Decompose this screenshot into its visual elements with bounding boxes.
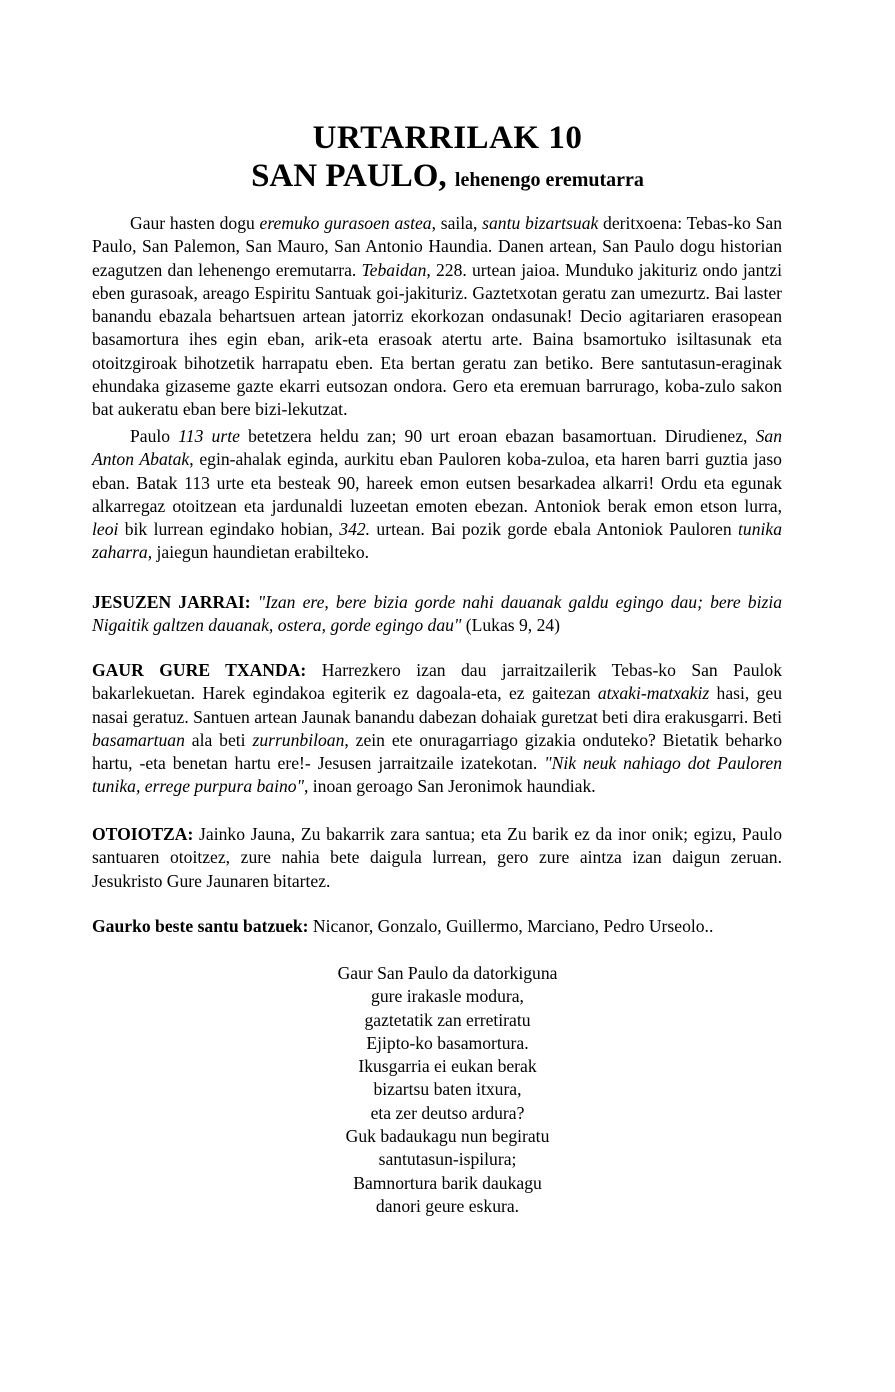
saint-name: SAN PAULO, xyxy=(251,158,447,194)
section-label: JESUZEN JARRAI: xyxy=(92,592,251,612)
italic-term: tunika zaharra xyxy=(92,519,782,563)
poem-line: Ejipto-ko basamortura. xyxy=(366,1032,529,1053)
poem-line: Guk badaukagu nun begiratu xyxy=(345,1126,550,1147)
intro-paragraph-1 xyxy=(92,212,782,422)
poem-line: bizartsu baten itxura, xyxy=(373,1079,522,1100)
saint-subtitle: lehenengo eremutarra xyxy=(454,169,644,191)
poem-line: Bamnortura barik daukagu xyxy=(353,1172,542,1193)
prayer-text: Jainko Jauna, Zu bakarrik zara santua; eta Zu barik ez da inor onik; egizu, Paulo santuaren otoitzez, zure nahia bete daigula lurrean, gero zure aintza izan daigun zeruan. Jesukristo Gure Jaunaren bitartez. xyxy=(92,824,782,891)
poem-line: danori geure eskura. xyxy=(375,1195,520,1216)
section-text: ala beti xyxy=(184,729,253,750)
intro-text: , jaiegun haundietan erabilteko. xyxy=(147,542,370,563)
poem-line: gaztetatik zan erretiratu xyxy=(364,1009,531,1030)
italic-term: leoi xyxy=(92,519,119,540)
gaur-gure-txanda-section xyxy=(92,659,782,799)
otoiotza-section xyxy=(92,823,782,893)
section-label: OTOIOTZA: xyxy=(92,824,194,844)
italic-term: basamartuan xyxy=(92,729,185,750)
intro-text: Gaur hasten dogu xyxy=(130,213,260,233)
italic-term: San Anton Abatak xyxy=(92,426,782,470)
italic-term: Tebaidan xyxy=(361,259,427,280)
page-title: URTARRILAK 10 xyxy=(312,120,583,156)
section-text: , inoan geroago San Jeronimok haundiak. xyxy=(303,776,596,797)
intro-text: , egin-ahalak eginda, aurkitu eban Pauloren koba-zuloa, eta haren barri guztia jaso eban. Batak 113 urte eta besteak 90, hareek emon eutsen besarkadea alkarri! Ordu eta egunak alkarregaz otoitzean eta jardunaldi luzeetan emoten ebezan. Antoniok berak emon etson lurra, xyxy=(92,449,782,516)
intro-text: , 228. urtean jaioa. Munduko jakituriz ondo jantzi eben gurasoak, areago Espiritu Santuak goi-jakituriz. Gaztetxotan geratu zan umezurtz. Bai laster banandu ebazala behartsuen artean jatorriz ekorkozan ondasunak! Decio agitariaren erasopean basamortura ihes egin eban, arik-eta erasoak atertu arte. Baina bsamortuko isiltasunak eta otoitzgiroak bihotzetik harrapatu eben. Eta bertan geratu zan betiko. Bere santutasun-eraginak ehundaka gizaseme gazte ekarri eutsozan ondora. Gero eta eremuan barrurago, koba-zulo sakon bat aukeratu eban bere bizi-lekutzat. xyxy=(92,259,783,420)
other-saints-list: Nicanor, Gonzalo, Guillermo, Marciano, Pedro Urseolo.. xyxy=(308,916,714,936)
italic-term: 342. xyxy=(339,519,371,540)
poem-line: Ikusgarria ei eukan berak xyxy=(358,1056,537,1077)
poem xyxy=(0,962,895,1218)
intro-text: Paulo xyxy=(130,426,179,446)
section-label: Gaurko beste santu batzuek: xyxy=(92,916,309,936)
section-text: Harrezkero izan dau jarraitzailerik Tebas-ko San Paulok bakarlekuetan. Harek egindakoa egiterik ez dagoala-eta, ez gaitezan xyxy=(92,660,783,704)
italic-term: 113 urte xyxy=(178,426,240,446)
italic-quote: "Nik neuk nahiago dot Pauloren tunika, errege purpura baino" xyxy=(92,753,783,797)
intro-text: deritxoena: Tebas-ko San Paulo, San Palemon, San Mauro, San Antonio Haundia. Danen artean, San Paulo dogu historian ezagutzen dan lehenengo eremutarra. xyxy=(92,213,782,280)
other-saints-section xyxy=(92,915,782,938)
poem-line: santutasun-ispilura; xyxy=(378,1149,517,1170)
poem-line: Gaur San Paulo da datorkiguna xyxy=(337,963,558,983)
italic-term: santu bizartsuak xyxy=(482,213,599,233)
poem-line: eta zer deutso ardura? xyxy=(370,1102,525,1123)
intro-text: , saila, xyxy=(431,213,483,233)
italic-term: zurrunbiloan xyxy=(252,729,345,750)
section-label: GAUR GURE TXANDA: xyxy=(92,660,307,680)
section-text: , zein ete onuragarriago gizakia onduteko? Bietatik beharko hartu, -eta benetan hartu ere!- Jesusen jarraitzaile izatekotan. xyxy=(92,729,782,774)
italic-term: atxaki-matxakiz xyxy=(597,683,710,704)
section-text: hasi, geu nasai geratuz. Santuen artean Jaunak banandu dabezan dohaiak guretzat beti dira erakusgarri. Beti xyxy=(92,683,782,727)
intro-text: bik lurrean egindako hobian, xyxy=(118,519,340,540)
intro-paragraph-2 xyxy=(92,425,782,565)
gospel-quote: "Izan ere, bere bizia gorde nahi dauanak galdu egingo dau; bere bizia Nigaitik galtzen dauanak, ostera, gorde egingo dau" xyxy=(92,592,783,636)
gospel-reference: (Lukas 9, 24) xyxy=(461,615,561,636)
intro-text: betetzera heldu zan; 90 urt eroan ebazan basamortuan. Dirudienez, xyxy=(239,426,756,446)
jesuzen-jarrai-section xyxy=(92,591,782,638)
poem-line: gure irakasle modura, xyxy=(371,986,524,1007)
italic-term: eremuko gurasoen astea xyxy=(259,213,432,233)
intro-text: urtean. Bai pozik gorde ebala Antoniok Pauloren xyxy=(370,519,739,540)
saint-heading xyxy=(0,158,895,195)
